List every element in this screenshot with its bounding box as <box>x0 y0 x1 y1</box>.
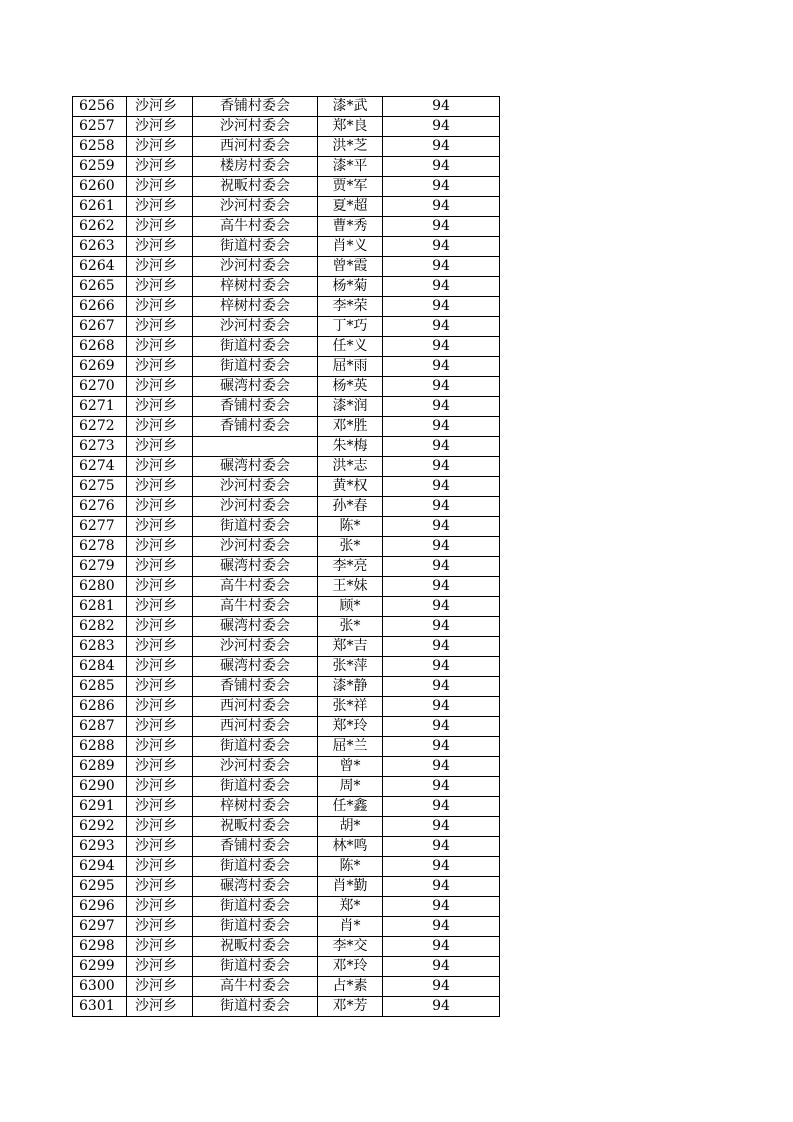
village-committee-cell: 祝畈村委会 <box>193 937 318 957</box>
village-committee-cell: 街道村委会 <box>193 237 318 257</box>
score-cell: 94 <box>383 897 500 917</box>
table-row <box>73 257 500 277</box>
village-committee-cell: 高牛村委会 <box>193 597 318 617</box>
row-number-cell: 6286 <box>73 697 127 717</box>
table-row <box>73 777 500 797</box>
person-name-cell: 李*亮 <box>318 557 383 577</box>
row-number-cell: 6272 <box>73 417 127 437</box>
person-name-cell: 陈* <box>318 517 383 537</box>
table-row <box>73 557 500 577</box>
township-cell: 沙河乡 <box>127 317 193 337</box>
township-cell: 沙河乡 <box>127 457 193 477</box>
score-cell: 94 <box>383 557 500 577</box>
township-cell: 沙河乡 <box>127 577 193 597</box>
table-row <box>73 237 500 257</box>
table-row <box>73 357 500 377</box>
township-cell: 沙河乡 <box>127 497 193 517</box>
township-cell: 沙河乡 <box>127 777 193 797</box>
score-cell: 94 <box>383 797 500 817</box>
person-name-cell: 顾* <box>318 597 383 617</box>
person-name-cell: 漆*静 <box>318 677 383 697</box>
row-number-cell: 6295 <box>73 877 127 897</box>
township-cell: 沙河乡 <box>127 417 193 437</box>
township-cell: 沙河乡 <box>127 97 193 117</box>
township-cell: 沙河乡 <box>127 677 193 697</box>
village-committee-cell: 街道村委会 <box>193 777 318 797</box>
township-cell: 沙河乡 <box>127 837 193 857</box>
score-cell: 94 <box>383 97 500 117</box>
table-row <box>73 857 500 877</box>
person-name-cell: 任*义 <box>318 337 383 357</box>
township-cell: 沙河乡 <box>127 217 193 237</box>
row-number-cell: 6293 <box>73 837 127 857</box>
table-row <box>73 377 500 397</box>
person-name-cell: 张* <box>318 617 383 637</box>
township-cell: 沙河乡 <box>127 277 193 297</box>
score-cell: 94 <box>383 337 500 357</box>
township-cell: 沙河乡 <box>127 297 193 317</box>
person-name-cell: 杨*英 <box>318 377 383 397</box>
village-committee-cell: 碾湾村委会 <box>193 557 318 577</box>
row-number-cell: 6274 <box>73 457 127 477</box>
table-row <box>73 797 500 817</box>
score-cell: 94 <box>383 157 500 177</box>
score-cell: 94 <box>383 217 500 237</box>
person-name-cell: 贾*军 <box>318 177 383 197</box>
village-committee-cell: 碾湾村委会 <box>193 617 318 637</box>
township-cell: 沙河乡 <box>127 237 193 257</box>
township-cell: 沙河乡 <box>127 517 193 537</box>
person-name-cell: 任*鑫 <box>318 797 383 817</box>
village-committee-cell: 街道村委会 <box>193 357 318 377</box>
village-committee-cell: 街道村委会 <box>193 737 318 757</box>
village-committee-cell: 梓树村委会 <box>193 797 318 817</box>
row-number-cell: 6264 <box>73 257 127 277</box>
score-cell: 94 <box>383 417 500 437</box>
village-committee-cell: 香铺村委会 <box>193 417 318 437</box>
village-committee-cell: 梓树村委会 <box>193 277 318 297</box>
village-committee-cell: 高牛村委会 <box>193 977 318 997</box>
table-row <box>73 297 500 317</box>
row-number-cell: 6279 <box>73 557 127 577</box>
table-row <box>73 657 500 677</box>
table-row <box>73 177 500 197</box>
row-number-cell: 6263 <box>73 237 127 257</box>
score-cell: 94 <box>383 757 500 777</box>
row-number-cell: 6278 <box>73 537 127 557</box>
score-cell: 94 <box>383 597 500 617</box>
person-name-cell: 杨*菊 <box>318 277 383 297</box>
person-name-cell: 张*萍 <box>318 657 383 677</box>
score-cell: 94 <box>383 617 500 637</box>
village-committee-cell: 西河村委会 <box>193 137 318 157</box>
township-cell: 沙河乡 <box>127 697 193 717</box>
village-committee-cell: 沙河村委会 <box>193 317 318 337</box>
table-row <box>73 157 500 177</box>
row-number-cell: 6265 <box>73 277 127 297</box>
village-committee-cell: 西河村委会 <box>193 697 318 717</box>
table-row <box>73 897 500 917</box>
score-cell: 94 <box>383 577 500 597</box>
table-row <box>73 337 500 357</box>
row-number-cell: 6266 <box>73 297 127 317</box>
village-committee-cell: 西河村委会 <box>193 717 318 737</box>
table-row <box>73 617 500 637</box>
township-cell: 沙河乡 <box>127 657 193 677</box>
score-cell: 94 <box>383 857 500 877</box>
township-cell: 沙河乡 <box>127 597 193 617</box>
person-name-cell: 王*妹 <box>318 577 383 597</box>
township-cell: 沙河乡 <box>127 557 193 577</box>
village-committee-cell: 高牛村委会 <box>193 217 318 237</box>
row-number-cell: 6282 <box>73 617 127 637</box>
row-number-cell: 6271 <box>73 397 127 417</box>
table-row <box>73 497 500 517</box>
score-cell: 94 <box>383 457 500 477</box>
table-row <box>73 317 500 337</box>
village-committee-cell: 沙河村委会 <box>193 197 318 217</box>
score-cell: 94 <box>383 197 500 217</box>
person-name-cell: 郑*良 <box>318 117 383 137</box>
person-name-cell: 夏*超 <box>318 197 383 217</box>
row-number-cell: 6300 <box>73 977 127 997</box>
village-committee-cell: 碾湾村委会 <box>193 457 318 477</box>
person-name-cell: 漆*润 <box>318 397 383 417</box>
row-number-cell: 6284 <box>73 657 127 677</box>
village-committee-cell: 香铺村委会 <box>193 677 318 697</box>
village-committee-cell: 高牛村委会 <box>193 577 318 597</box>
person-name-cell: 朱*梅 <box>318 437 383 457</box>
village-committee-cell: 街道村委会 <box>193 517 318 537</box>
village-committee-cell: 祝畈村委会 <box>193 177 318 197</box>
row-number-cell: 6261 <box>73 197 127 217</box>
table-row <box>73 837 500 857</box>
person-name-cell: 郑*吉 <box>318 637 383 657</box>
row-number-cell: 6258 <box>73 137 127 157</box>
township-cell: 沙河乡 <box>127 977 193 997</box>
table-row <box>73 697 500 717</box>
score-cell: 94 <box>383 717 500 737</box>
village-committee-cell: 街道村委会 <box>193 337 318 357</box>
table-row <box>73 997 500 1017</box>
row-number-cell: 6294 <box>73 857 127 877</box>
table-row <box>73 457 500 477</box>
score-cell: 94 <box>383 537 500 557</box>
table-row <box>73 277 500 297</box>
village-committee-cell: 祝畈村委会 <box>193 817 318 837</box>
village-committee-cell: 街道村委会 <box>193 957 318 977</box>
township-cell: 沙河乡 <box>127 357 193 377</box>
table-row <box>73 817 500 837</box>
score-cell: 94 <box>383 277 500 297</box>
village-committee-cell: 街道村委会 <box>193 897 318 917</box>
table-row <box>73 917 500 937</box>
township-cell: 沙河乡 <box>127 437 193 457</box>
person-name-cell: 丁*巧 <box>318 317 383 337</box>
table-row <box>73 537 500 557</box>
township-cell: 沙河乡 <box>127 197 193 217</box>
person-name-cell: 邓*芳 <box>318 997 383 1017</box>
row-number-cell: 6270 <box>73 377 127 397</box>
person-name-cell: 李*荣 <box>318 297 383 317</box>
row-number-cell: 6256 <box>73 97 127 117</box>
score-cell: 94 <box>383 817 500 837</box>
row-number-cell: 6280 <box>73 577 127 597</box>
score-cell: 94 <box>383 377 500 397</box>
score-cell: 94 <box>383 937 500 957</box>
score-cell: 94 <box>383 437 500 457</box>
score-cell: 94 <box>383 177 500 197</box>
row-number-cell: 6276 <box>73 497 127 517</box>
person-name-cell: 曹*秀 <box>318 217 383 237</box>
score-cell: 94 <box>383 637 500 657</box>
person-name-cell: 郑*玲 <box>318 717 383 737</box>
township-cell: 沙河乡 <box>127 857 193 877</box>
table-row <box>73 397 500 417</box>
table-row <box>73 477 500 497</box>
village-committee-cell: 沙河村委会 <box>193 477 318 497</box>
township-cell: 沙河乡 <box>127 477 193 497</box>
table-row <box>73 217 500 237</box>
township-cell: 沙河乡 <box>127 137 193 157</box>
village-committee-cell: 沙河村委会 <box>193 257 318 277</box>
row-number-cell: 6299 <box>73 957 127 977</box>
township-cell: 沙河乡 <box>127 797 193 817</box>
score-cell: 94 <box>383 677 500 697</box>
table-row <box>73 117 500 137</box>
township-cell: 沙河乡 <box>127 377 193 397</box>
row-number-cell: 6292 <box>73 817 127 837</box>
village-committee-cell: 沙河村委会 <box>193 637 318 657</box>
township-cell: 沙河乡 <box>127 997 193 1017</box>
score-cell: 94 <box>383 357 500 377</box>
village-committee-cell: 香铺村委会 <box>193 97 318 117</box>
village-committee-cell: 碾湾村委会 <box>193 377 318 397</box>
row-number-cell: 6281 <box>73 597 127 617</box>
person-name-cell: 邓*胜 <box>318 417 383 437</box>
township-cell: 沙河乡 <box>127 877 193 897</box>
row-number-cell: 6289 <box>73 757 127 777</box>
township-cell: 沙河乡 <box>127 817 193 837</box>
township-cell: 沙河乡 <box>127 917 193 937</box>
person-name-cell: 肖*勤 <box>318 877 383 897</box>
row-number-cell: 6288 <box>73 737 127 757</box>
roster-table-body <box>73 97 500 1017</box>
village-committee-cell: 香铺村委会 <box>193 837 318 857</box>
score-cell: 94 <box>383 977 500 997</box>
person-name-cell: 屈*兰 <box>318 737 383 757</box>
township-cell: 沙河乡 <box>127 337 193 357</box>
score-cell: 94 <box>383 317 500 337</box>
village-committee-cell: 沙河村委会 <box>193 537 318 557</box>
township-cell: 沙河乡 <box>127 737 193 757</box>
table-row <box>73 757 500 777</box>
person-name-cell: 洪*芝 <box>318 137 383 157</box>
row-number-cell: 6262 <box>73 217 127 237</box>
table-row <box>73 677 500 697</box>
village-committee-cell <box>193 437 318 457</box>
township-cell: 沙河乡 <box>127 617 193 637</box>
person-name-cell: 林*鸣 <box>318 837 383 857</box>
score-cell: 94 <box>383 777 500 797</box>
row-number-cell: 6285 <box>73 677 127 697</box>
table-row <box>73 717 500 737</box>
township-cell: 沙河乡 <box>127 717 193 737</box>
village-committee-cell: 沙河村委会 <box>193 497 318 517</box>
score-cell: 94 <box>383 917 500 937</box>
row-number-cell: 6260 <box>73 177 127 197</box>
score-cell: 94 <box>383 517 500 537</box>
village-committee-cell: 街道村委会 <box>193 917 318 937</box>
score-cell: 94 <box>383 297 500 317</box>
township-cell: 沙河乡 <box>127 897 193 917</box>
table-row <box>73 597 500 617</box>
row-number-cell: 6287 <box>73 717 127 737</box>
table-row <box>73 737 500 757</box>
township-cell: 沙河乡 <box>127 537 193 557</box>
table-row <box>73 637 500 657</box>
village-committee-cell: 碾湾村委会 <box>193 877 318 897</box>
score-cell: 94 <box>383 737 500 757</box>
table-row <box>73 877 500 897</box>
person-name-cell: 漆*武 <box>318 97 383 117</box>
person-name-cell: 曾* <box>318 757 383 777</box>
township-cell: 沙河乡 <box>127 157 193 177</box>
table-row <box>73 97 500 117</box>
person-name-cell: 屈*雨 <box>318 357 383 377</box>
person-name-cell: 漆*平 <box>318 157 383 177</box>
person-name-cell: 曾*霞 <box>318 257 383 277</box>
person-name-cell: 张*祥 <box>318 697 383 717</box>
person-name-cell: 周* <box>318 777 383 797</box>
township-cell: 沙河乡 <box>127 937 193 957</box>
score-cell: 94 <box>383 497 500 517</box>
row-number-cell: 6275 <box>73 477 127 497</box>
township-cell: 沙河乡 <box>127 117 193 137</box>
table-row <box>73 137 500 157</box>
township-cell: 沙河乡 <box>127 397 193 417</box>
row-number-cell: 6298 <box>73 937 127 957</box>
table-row <box>73 977 500 997</box>
row-number-cell: 6257 <box>73 117 127 137</box>
score-cell: 94 <box>383 657 500 677</box>
township-cell: 沙河乡 <box>127 257 193 277</box>
row-number-cell: 6269 <box>73 357 127 377</box>
person-name-cell: 孙*春 <box>318 497 383 517</box>
township-cell: 沙河乡 <box>127 177 193 197</box>
score-cell: 94 <box>383 397 500 417</box>
table-row <box>73 937 500 957</box>
row-number-cell: 6297 <box>73 917 127 937</box>
score-cell: 94 <box>383 237 500 257</box>
village-committee-cell: 沙河村委会 <box>193 117 318 137</box>
row-number-cell: 6259 <box>73 157 127 177</box>
person-name-cell: 郑* <box>318 897 383 917</box>
township-cell: 沙河乡 <box>127 757 193 777</box>
table-row <box>73 197 500 217</box>
row-number-cell: 6273 <box>73 437 127 457</box>
township-cell: 沙河乡 <box>127 637 193 657</box>
village-committee-cell: 楼房村委会 <box>193 157 318 177</box>
row-number-cell: 6267 <box>73 317 127 337</box>
table-row <box>73 957 500 977</box>
score-cell: 94 <box>383 117 500 137</box>
person-name-cell: 李*交 <box>318 937 383 957</box>
score-cell: 94 <box>383 257 500 277</box>
person-name-cell: 胡* <box>318 817 383 837</box>
score-cell: 94 <box>383 997 500 1017</box>
person-name-cell: 洪*志 <box>318 457 383 477</box>
person-name-cell: 占*素 <box>318 977 383 997</box>
table-row <box>73 437 500 457</box>
row-number-cell: 6283 <box>73 637 127 657</box>
village-committee-cell: 沙河村委会 <box>193 757 318 777</box>
person-name-cell: 邓*玲 <box>318 957 383 977</box>
person-name-cell: 陈* <box>318 857 383 877</box>
village-committee-cell: 香铺村委会 <box>193 397 318 417</box>
roster-table <box>72 96 500 1017</box>
row-number-cell: 6301 <box>73 997 127 1017</box>
township-cell: 沙河乡 <box>127 957 193 977</box>
table-row <box>73 417 500 437</box>
table-row <box>73 577 500 597</box>
person-name-cell: 肖* <box>318 917 383 937</box>
score-cell: 94 <box>383 137 500 157</box>
village-committee-cell: 街道村委会 <box>193 997 318 1017</box>
table-row <box>73 517 500 537</box>
village-committee-cell: 街道村委会 <box>193 857 318 877</box>
row-number-cell: 6296 <box>73 897 127 917</box>
row-number-cell: 6291 <box>73 797 127 817</box>
village-committee-cell: 梓树村委会 <box>193 297 318 317</box>
score-cell: 94 <box>383 697 500 717</box>
score-cell: 94 <box>383 877 500 897</box>
score-cell: 94 <box>383 477 500 497</box>
score-cell: 94 <box>383 957 500 977</box>
village-committee-cell: 碾湾村委会 <box>193 657 318 677</box>
row-number-cell: 6268 <box>73 337 127 357</box>
score-cell: 94 <box>383 837 500 857</box>
person-name-cell: 张* <box>318 537 383 557</box>
person-name-cell: 肖*义 <box>318 237 383 257</box>
person-name-cell: 黄*权 <box>318 477 383 497</box>
row-number-cell: 6277 <box>73 517 127 537</box>
row-number-cell: 6290 <box>73 777 127 797</box>
